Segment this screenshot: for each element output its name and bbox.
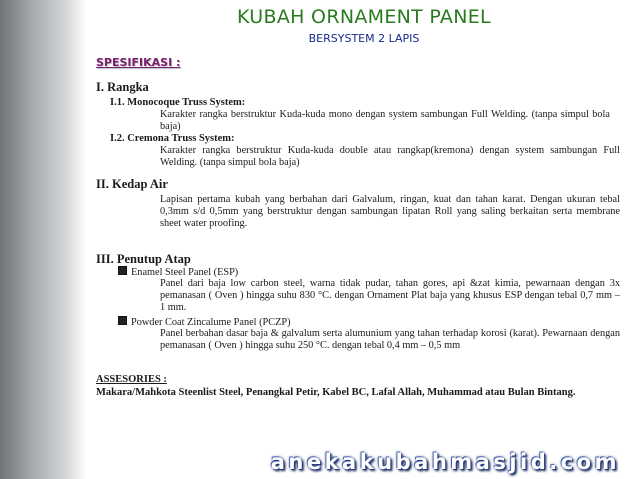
esp-bullet: [118, 266, 238, 278]
page-subtitle: BERSYSTEM 2 LAPIS: [308, 32, 420, 45]
slide: [90, 0, 638, 479]
kedap-air-text: Lapisan pertama kubah yang berbahan dari Galvalum, ringan, kuat dan tahan karat. Dengan ukuran tebal 0,3mm s/d 0,5mm yang berstruktur dengan sambungan lipatan Roll yang saling berkaitan serta membrane sheet water proofing.: [160, 194, 620, 229]
accessories-heading: ASSESORIES :: [96, 374, 167, 385]
checkbox-bullet-icon: [118, 316, 127, 325]
checkbox-bullet-icon: [118, 266, 127, 275]
monocoque-heading: I.1. Monocoque Truss System:: [110, 97, 246, 108]
kedap-air-heading: II. Kedap Air: [96, 177, 168, 191]
monocoque-text: Karakter rangka berstruktur Kuda-kuda mono dengan system sambungan Full Welding. (tanpa simpul bola baja): [160, 109, 610, 132]
accessories-text: Makara/Mahkota Steenlist Steel, Penangkal Petir, Kabel BC, Lafal Allah, Muhammad atau Bulan Bintang.: [96, 387, 576, 398]
spec-heading: SPESIFIKASI :: [96, 56, 181, 69]
esp-text: Panel dari baja low carbon steel, warna tidak pudar, tahan gores, api &zat kimia, pewarnaan dengan 3x pemanasan ( Oven ) hingga suhu 830 °C. dengan Ornament Plat baja yang khusus ESP dengan tebal 0,7 mm – 1 mm.: [160, 278, 620, 313]
cremona-heading: I.2. Cremona Truss System:: [110, 133, 235, 144]
brand-watermark: anekakubahmasjid.com: [270, 450, 620, 474]
rangka-heading: I. Rangka: [96, 80, 149, 94]
penutup-atap-heading: III. Penutup Atap: [96, 252, 191, 266]
esp-label: Enamel Steel Panel (ESP): [131, 267, 239, 278]
left-decorative-bar: [0, 0, 86, 479]
pczp-text: Panel berbahan dasar baja & galvalum serta alumunium yang tahan terhadap korosi (karat). Pewarnaan dengan pemanasan ( Oven ) hingga suhu 250 °C. dengan tebal 0,4 mm – 0,5 mm: [160, 328, 620, 351]
pczp-label: Powder Coat Zincalume Panel (PCZP): [131, 317, 291, 328]
pczp-bullet: [118, 316, 291, 328]
cremona-text: Karakter rangka berstruktur Kuda-kuda double atau rangkap(kremona) dengan system sambungan Full Welding. (tanpa simpul bola baja): [160, 145, 620, 168]
page-title: KUBAH ORNAMENT PANEL: [237, 6, 491, 28]
